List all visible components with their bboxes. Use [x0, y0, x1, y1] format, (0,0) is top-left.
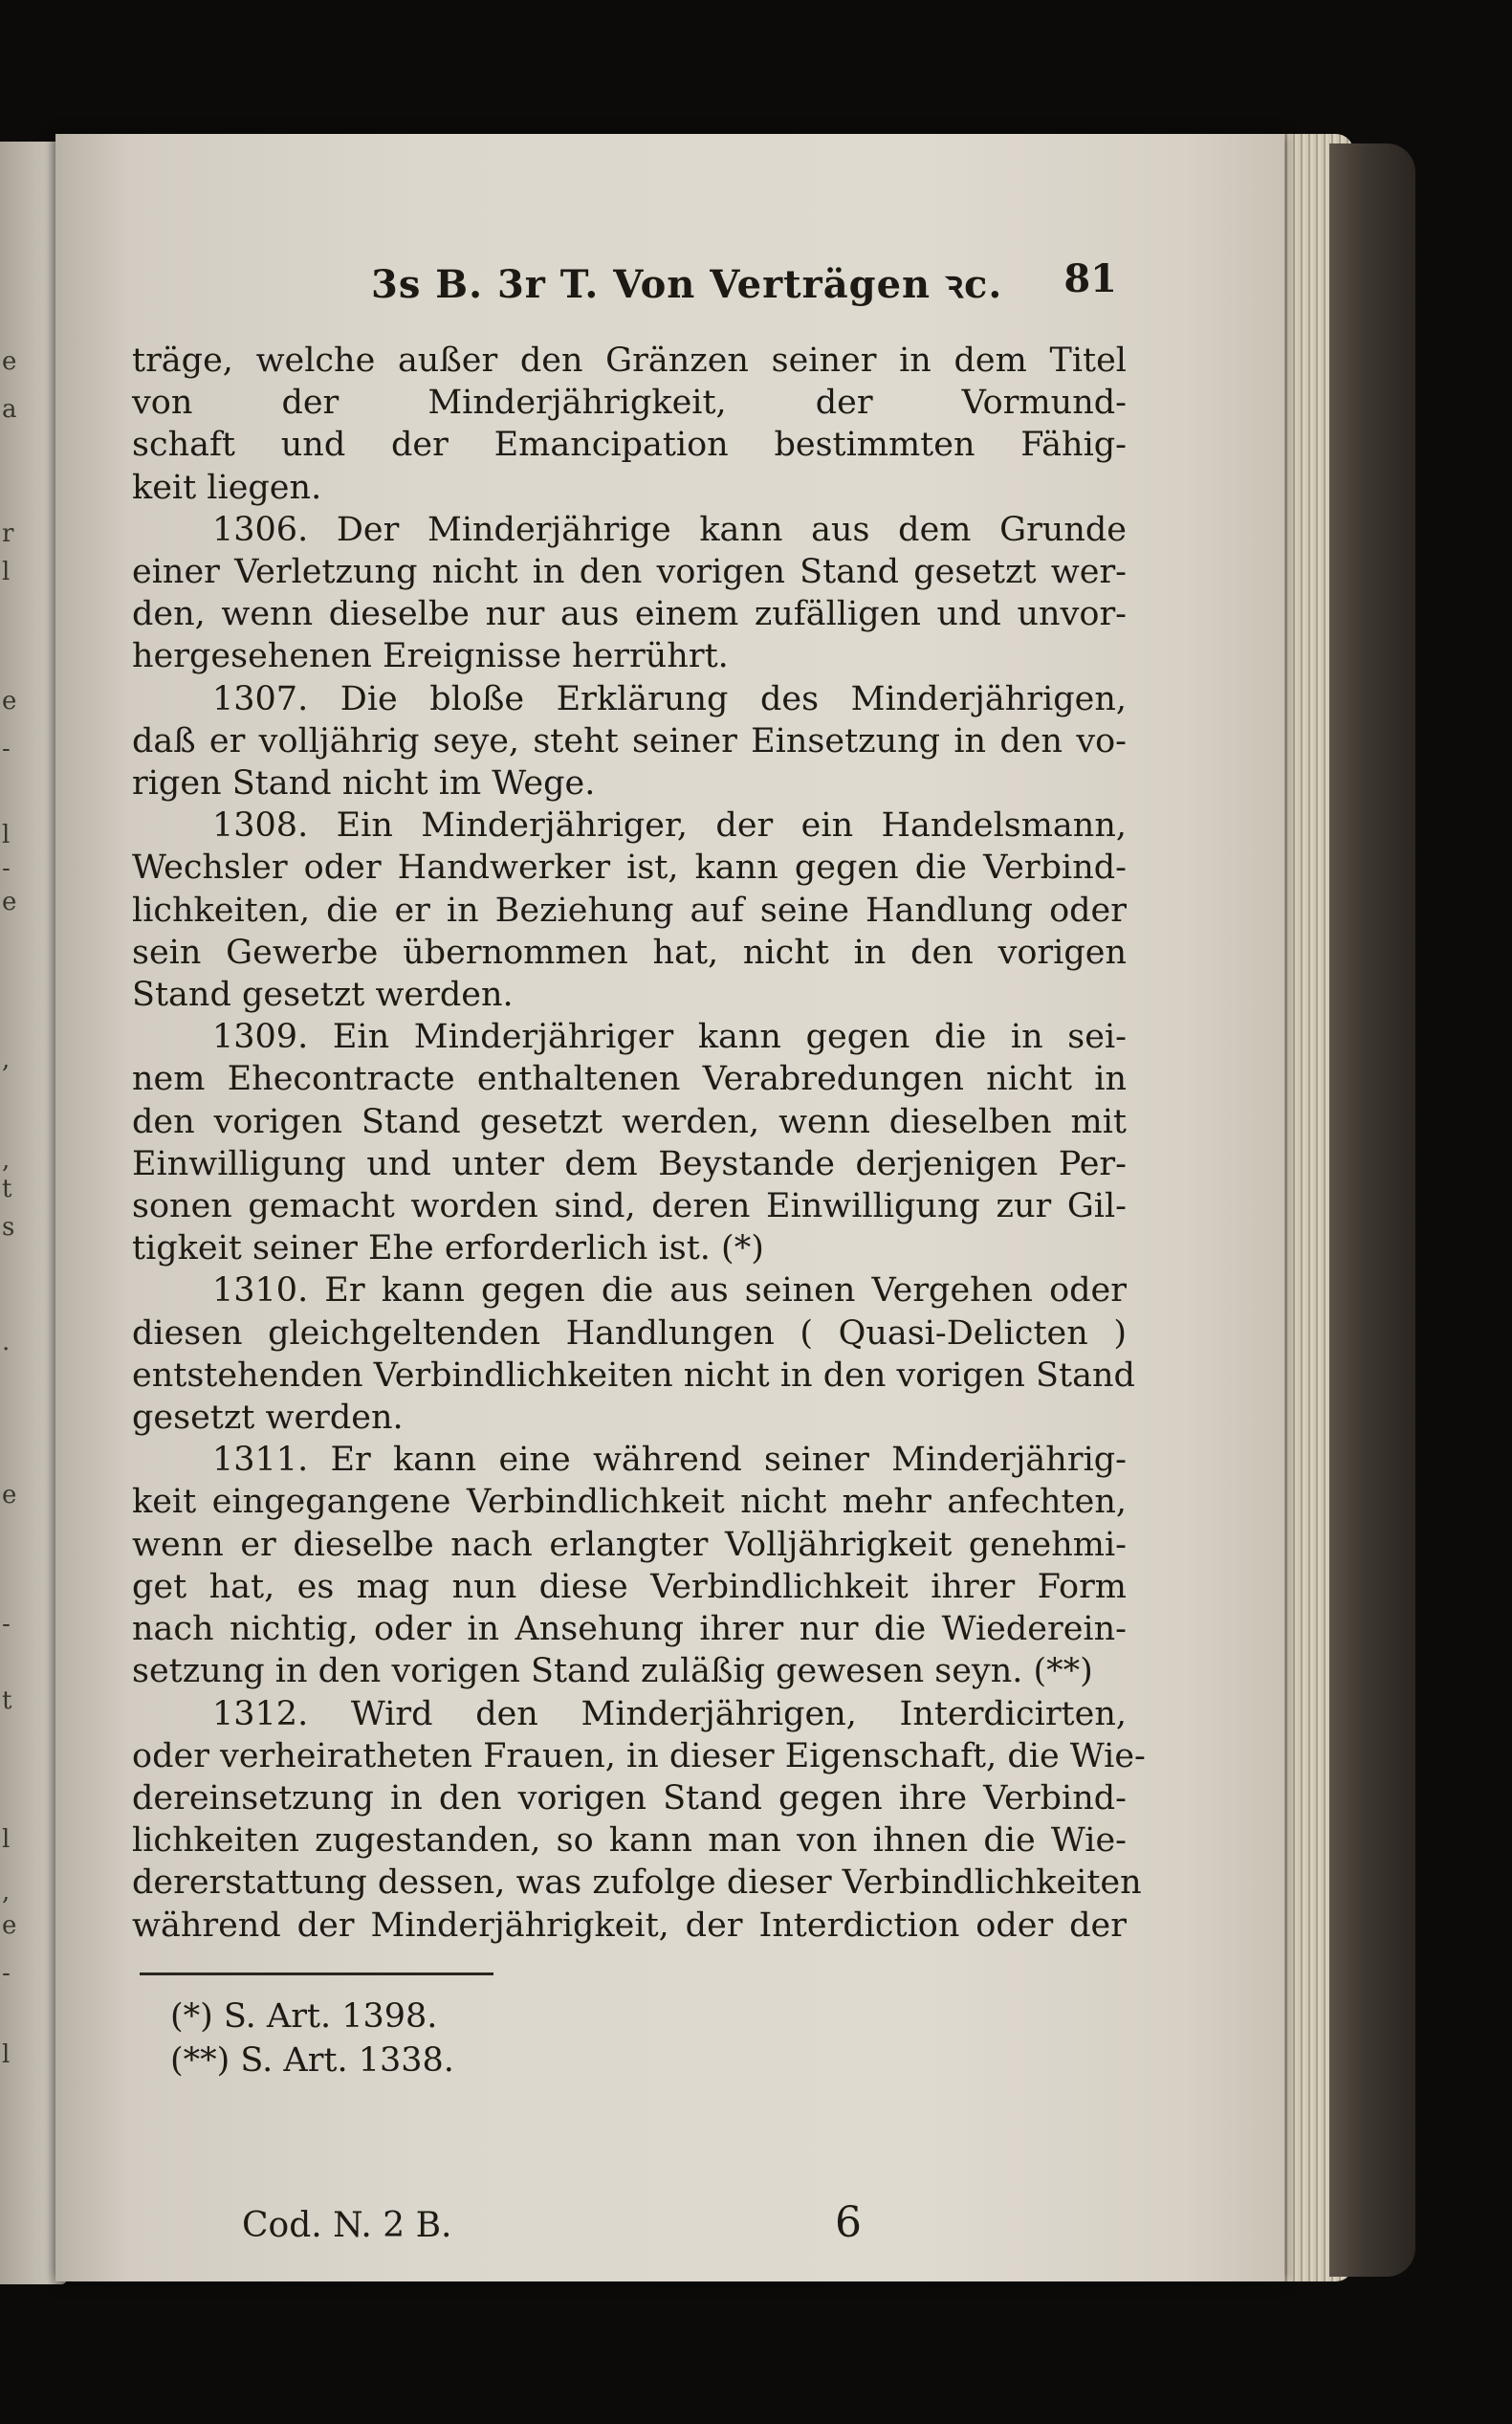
footnote-2: (**) S. Art. 1338. [170, 2041, 454, 2080]
footnotes [151, 1994, 629, 2082]
text-line: nem Ehecontracte enthaltenen Verabredungen nicht in [132, 1060, 1127, 1099]
text-line: träge, welche außer den Gränzen seiner in dem Titel [132, 342, 1127, 380]
page-number: 81 [1063, 256, 1117, 301]
left-page-letter: l [2, 558, 11, 586]
left-page-letter: e [2, 687, 17, 716]
text-line: gesetzt werden. [132, 1399, 404, 1438]
text-line: get hat, es mag nun diese Verbindlichkeit ihrer Form [132, 1567, 1127, 1606]
article-1312: 1312. Wird den Minderjährigen, Interdicirten, [212, 1694, 1127, 1733]
text-line: schaft und der Emancipation bestimmten Fähig- [132, 426, 1127, 465]
text-line: hergesehenen Ereignisse herrührt. [132, 637, 729, 676]
text-line: rigen Stand nicht im Wege. [132, 764, 596, 804]
left-page-letter: l [2, 821, 11, 849]
left-page-letter: e [2, 347, 17, 376]
footnote-rule [140, 1972, 493, 1975]
text-line: entstehenden Verbindlichkeiten nicht in den vorigen Stand [132, 1355, 1135, 1395]
article-1309: 1309. Ein Minderjähriger kann gegen die in sei- [212, 1018, 1127, 1057]
text-line: einer Verletzung nicht in den vorigen Stand gesetzt wer- [132, 553, 1127, 592]
article-1307: 1307. Die bloße Erklärung des Minderjährigen, [212, 679, 1127, 718]
page-body [132, 340, 1146, 1947]
text-line: Wechsler oder Handwerker ist, kann gegen die Verbind- [132, 848, 1127, 888]
text-line: von der Minderjährigkeit, der Vormund- [132, 384, 1127, 423]
text-line: sein Gewerbe übernommen hat, nicht in den vorigen [132, 933, 1127, 972]
left-page-letter: e [2, 1481, 17, 1509]
left-page-letter: e [2, 888, 17, 916]
running-head: 3s B. 3r T. Von Verträgen ꝛc. [371, 262, 1003, 307]
text-line: nach nichtig, oder in Ansehung ihrer nur die Wiederein- [132, 1610, 1127, 1649]
page-header [142, 256, 1117, 314]
article-1308: 1308. Ein Minderjähriger, der ein Handelsmann, [212, 806, 1127, 846]
printer-signature: Cod. N. 2 B. [242, 2206, 452, 2245]
quire-mark: 6 [835, 2198, 862, 2247]
left-page-letter: - [2, 1959, 11, 1988]
left-page-letter: t [2, 1686, 12, 1715]
left-page-letter: a [2, 395, 17, 424]
left-page-letter: l [2, 1825, 11, 1854]
left-page-letter: s [2, 1213, 15, 1242]
text-line: wenn er dieselbe nach erlangter Volljährigkeit genehmi- [132, 1525, 1127, 1564]
text-line: keit liegen. [132, 468, 322, 507]
left-page-letter: , [2, 1878, 11, 1906]
text-line: oder verheiratheten Frauen, in dieser Eigenschaft, die Wie- [132, 1736, 1146, 1775]
article-1306: 1306. Der Minderjährige kann aus dem Grunde [212, 510, 1127, 549]
left-page-letter: l [2, 2040, 11, 2069]
text-line: dereinsetzung in den vorigen Stand gegen ihre Verbind- [132, 1778, 1127, 1818]
text-line: daß er volljährig seye, steht seiner Einsetzung in den vo- [132, 721, 1127, 760]
page-bottom [242, 2198, 950, 2263]
book-page [55, 134, 1284, 2281]
text-line: Stand gesetzt werden. [132, 976, 514, 1015]
footnote-1: (*) S. Art. 1398. [170, 1997, 438, 2036]
left-page-letter: - [2, 854, 11, 883]
text-line: tigkeit seiner Ehe erforderlich ist. (*) [132, 1229, 764, 1268]
left-page-letter: e [2, 1911, 17, 1940]
left-page-letter: , [2, 1146, 11, 1175]
text-line: keit eingegangene Verbindlichkeit nicht mehr anfechten, [132, 1483, 1127, 1522]
text-line: setzung in den vorigen Stand zuläßig gewesen seyn. (**) [132, 1652, 1093, 1691]
article-1310: 1310. Er kann gegen die aus seinen Vergehen oder [212, 1271, 1127, 1311]
left-page-letter: - [2, 1610, 11, 1639]
text-line: lichkeiten, die er in Beziehung auf seine Handlung oder [132, 891, 1127, 930]
left-page-letter: , [2, 1046, 11, 1074]
left-page-letter: r [2, 519, 14, 548]
text-line: den, wenn dieselbe nur aus einem zufälligen und unvor- [132, 595, 1127, 634]
left-page-letter: . [2, 1328, 11, 1356]
text-line: den vorigen Stand gesetzt werden, wenn dieselben mit [132, 1102, 1127, 1141]
article-1311: 1311. Er kann eine während seiner Minderjährig- [212, 1441, 1127, 1480]
text-line: lichkeiten zugestanden, so kann man von ihnen die Wie- [132, 1821, 1127, 1861]
text-line: sonen gemacht worden sind, deren Einwilligung zur Gil- [132, 1187, 1127, 1226]
book-cover [1329, 143, 1415, 2277]
text-line: während der Minderjährigkeit, der Interdiction oder der [132, 1906, 1127, 1945]
left-page-letter: t [2, 1175, 12, 1203]
text-line: dererstattung dessen, was zufolge dieser Verbindlichkeiten [132, 1863, 1142, 1903]
left-page-letter: - [2, 735, 11, 763]
text-line: Einwilligung und unter dem Beystande derjenigen Per- [132, 1144, 1127, 1183]
text-line: diesen gleichgeltenden Handlungen ( Quasi-Delicten ) [132, 1313, 1127, 1353]
